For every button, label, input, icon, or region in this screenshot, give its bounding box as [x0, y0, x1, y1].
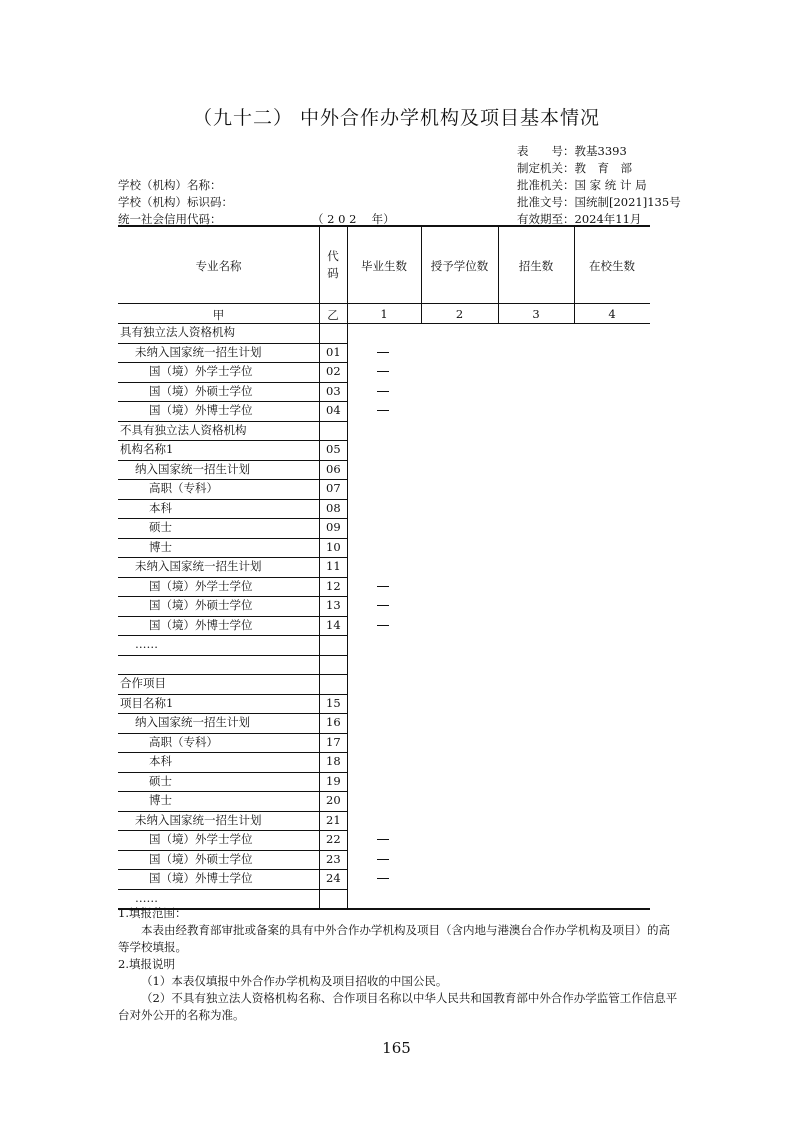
- not-applicable-dash: [377, 839, 389, 840]
- row-code: 02: [326, 364, 341, 378]
- col-divider-4: [574, 225, 575, 323]
- index-col1: 1: [380, 307, 388, 321]
- header-bottom-border: [118, 303, 650, 304]
- row-code: 24: [326, 871, 341, 885]
- row-code: 17: [326, 734, 341, 749]
- row-label: 不具有独立法人资格机构: [120, 422, 247, 437]
- row-code: 21: [326, 812, 341, 827]
- meta-approval-doc: 批准文号：国统制[2021]135号: [517, 195, 681, 209]
- row-label: 本科: [149, 754, 172, 768]
- col-divider-3: [498, 225, 499, 323]
- row-code: 03: [326, 383, 341, 398]
- index-name: 甲: [212, 308, 225, 322]
- row-code: 01: [326, 344, 341, 359]
- meta-authority: 制定机关：教 育 部: [517, 161, 632, 175]
- index-code: 乙: [327, 308, 339, 322]
- row-divider: [118, 655, 347, 656]
- row-code: 19: [326, 773, 341, 788]
- note-2-title: 2.填报说明: [118, 957, 175, 971]
- header-name: 专业名称: [195, 259, 242, 273]
- notes-section: [118, 905, 678, 1024]
- row-label: ……: [135, 637, 158, 651]
- row-code: 10: [326, 539, 341, 554]
- row-code: 23: [326, 851, 341, 866]
- row-code: 09: [326, 520, 341, 534]
- note-1-title: 1.填报范围：: [118, 906, 187, 920]
- not-applicable-dash: [377, 859, 389, 860]
- not-applicable-dash: [377, 878, 389, 879]
- row-label: 国（境）外博士学位: [149, 403, 253, 417]
- row-label: 机构名称1: [120, 442, 174, 456]
- row-label: 未纳入国家统一招生计划: [135, 812, 262, 827]
- index-col3: 3: [532, 307, 540, 321]
- row-label: 未纳入国家统一招生计划: [135, 559, 262, 573]
- row-code: 14: [326, 617, 341, 632]
- row-label: 博士: [149, 539, 172, 554]
- header-col4: 在校生数: [589, 259, 635, 273]
- note-2-item-1: （1）本表仅填报中外合作办学机构及项目招收的中国公民。: [141, 974, 448, 988]
- row-label: 高职（专科）: [149, 481, 218, 495]
- row-label: 高职（专科）: [149, 734, 218, 749]
- not-applicable-dash: [377, 391, 389, 392]
- row-code: 08: [326, 500, 341, 515]
- row-label: 国（境）外硕士学位: [149, 851, 253, 866]
- index-col2: 2: [455, 307, 464, 321]
- meta-approval-org: 批准机关：国 家 统 计 局: [517, 178, 647, 192]
- school-code-label: 学校（机构）标识码：: [118, 195, 233, 209]
- row-label: 合作项目: [120, 676, 166, 690]
- row-label: 本科: [149, 500, 172, 515]
- col-divider-2: [421, 225, 422, 323]
- row-label: 国（境）外学士学位: [149, 364, 253, 378]
- header-code: [319, 248, 347, 282]
- header-col2: 授予学位数: [430, 259, 489, 273]
- row-code: 12: [326, 578, 341, 593]
- row-code: 06: [326, 461, 341, 476]
- meta-form-no: 表 号：教基3393: [517, 144, 627, 158]
- row-label: ……: [135, 890, 158, 905]
- index-col4: 4: [608, 307, 616, 321]
- row-label: 国（境）外博士学位: [149, 871, 253, 885]
- row-label: 国（境）外博士学位: [149, 617, 253, 632]
- row-label: 未纳入国家统一招生计划: [135, 344, 262, 359]
- meta-valid-until: 有效期至：2024年11月: [517, 212, 642, 226]
- row-label: 国（境）外学士学位: [149, 832, 253, 846]
- page-number: 165: [382, 1039, 411, 1057]
- row-code: 07: [326, 481, 341, 495]
- row-label: 具有独立法人资格机构: [120, 325, 235, 339]
- row-label: 国（境）外硕士学位: [149, 383, 253, 398]
- row-code: 15: [326, 695, 341, 710]
- header-col3: 招生数: [518, 259, 554, 273]
- not-applicable-dash: [377, 625, 389, 626]
- note-2-item-2: （2）不具有独立法人资格机构名称、合作项目名称以中华人民共和国教育部中外合作办学监管工作信息平台对外公开的名称为准。: [118, 991, 678, 1022]
- row-label: 项目名称1: [120, 695, 174, 710]
- row-code: 22: [326, 832, 341, 846]
- header-code-text: 代码: [327, 249, 339, 280]
- row-label: 博士: [149, 793, 172, 807]
- row-code: 05: [326, 442, 341, 456]
- year-label: （ 2 0 2 年）: [312, 212, 395, 226]
- row-code: 11: [326, 559, 341, 573]
- not-applicable-dash: [377, 371, 389, 372]
- not-applicable-dash: [377, 410, 389, 411]
- credit-code-label: 统一社会信用代码：: [118, 212, 222, 226]
- note-1-text: 本表由经教育部审批或备案的具有中外合作办学机构及项目（含内地与港澳台合作办学机构及项目）的高等学校填报。: [118, 923, 670, 954]
- not-applicable-dash: [377, 605, 389, 606]
- row-label: 硕士: [149, 520, 172, 534]
- not-applicable-dash: [377, 352, 389, 353]
- col1-divider: [347, 225, 348, 908]
- page-title: （九十二） 中外合作办学机构及项目基本情况: [192, 107, 601, 129]
- row-label: 国（境）外学士学位: [149, 578, 253, 593]
- row-label: 纳入国家统一招生计划: [135, 461, 250, 476]
- row-code: 20: [326, 793, 341, 807]
- row-label: 纳入国家统一招生计划: [135, 715, 250, 729]
- row-code: 18: [326, 754, 341, 768]
- school-name-label: 学校（机构）名称：: [118, 178, 222, 192]
- not-applicable-dash: [377, 586, 389, 587]
- row-code: 13: [326, 598, 341, 612]
- code-column-divider: [319, 225, 320, 908]
- row-code: 16: [326, 715, 341, 729]
- row-label: 硕士: [149, 773, 172, 788]
- row-label: 国（境）外硕士学位: [149, 598, 253, 612]
- table-top-border: [118, 225, 650, 227]
- row-code: 04: [326, 403, 341, 417]
- header-col1: 毕业生数: [361, 259, 407, 273]
